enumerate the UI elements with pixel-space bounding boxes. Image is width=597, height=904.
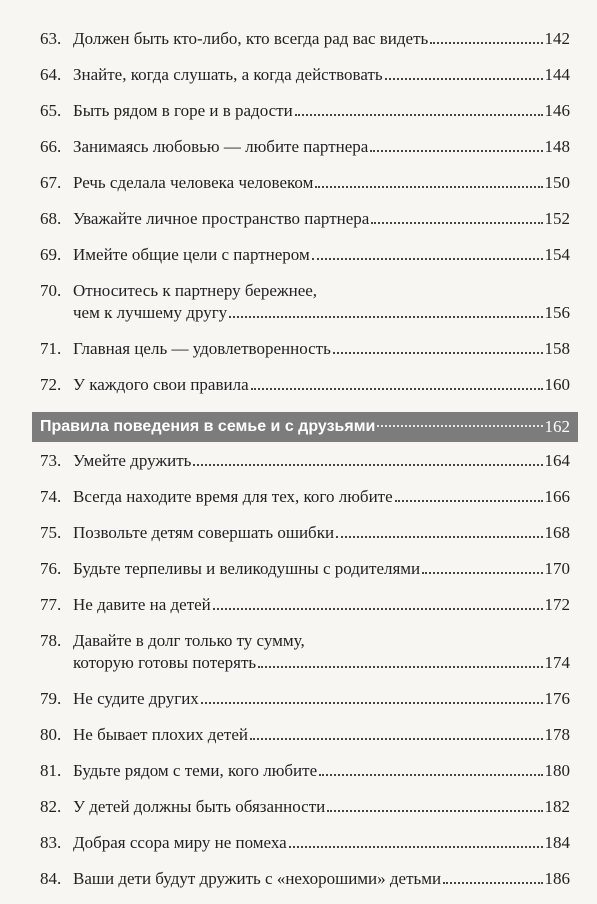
entry-number: 71. [40, 339, 62, 358]
entry-title: Не давите на детей [73, 595, 211, 614]
toc-entry [40, 868, 570, 904]
entry-title-block [73, 64, 570, 86]
entry-title-line [73, 64, 570, 86]
entry-page-number: 152 [544, 209, 570, 228]
toc-entry [40, 172, 570, 208]
toc-entries-after [40, 450, 570, 904]
entry-title-block [73, 208, 570, 230]
entry-title-line [73, 688, 570, 710]
entry-title-line [73, 724, 570, 746]
entry-number: 66. [40, 137, 62, 156]
entry-title: Знайте, когда слушать, а когда действовать [73, 65, 383, 84]
toc-entry [40, 136, 570, 172]
dot-leader [251, 387, 543, 390]
dot-leader [258, 665, 542, 668]
toc-section-heading [32, 412, 578, 442]
entry-title-block [73, 868, 570, 890]
toc-entry [40, 724, 570, 760]
entry-number: 70. [40, 281, 62, 300]
entry-page-number: 142 [544, 29, 570, 48]
entry-title-line [73, 244, 570, 266]
toc-entry [40, 28, 570, 64]
section-title: Правила поведения в семье и с друзьями [40, 418, 376, 435]
entry-page-number: 170 [544, 559, 570, 578]
entry-title: Всегда находите время для тех, кого любите [73, 487, 393, 506]
entry-title: Ваши дети будут дружить с «нехорошими» детьми [73, 869, 442, 888]
entry-title-line [73, 630, 570, 652]
entry-title: Уважайте личное пространство партнера [73, 209, 370, 228]
toc-entry [40, 338, 570, 374]
entry-title-line [73, 302, 570, 324]
entry-title-block [73, 558, 570, 580]
entry-title-block [73, 796, 570, 818]
entry-number: 77. [40, 595, 62, 614]
entry-title-line [73, 100, 570, 122]
entry-title: Давайте в долг только ту сумму, [73, 631, 305, 650]
entry-number: 83. [40, 833, 62, 852]
entry-title-block [73, 244, 570, 266]
entry-page-number: 186 [544, 869, 570, 888]
toc-entry [40, 558, 570, 594]
entry-title-line [73, 28, 570, 50]
entry-number: 69. [40, 245, 62, 264]
entry-title: Имейте общие цели с партнером [73, 245, 310, 264]
entry-title-block [73, 760, 570, 782]
entry-title: Главная цель — удовлетворенность [73, 339, 331, 358]
toc-entry [40, 594, 570, 630]
dot-leader [385, 77, 543, 80]
entry-title: Занимаясь любовью — любите партнера [73, 137, 369, 156]
entry-page-number: 174 [544, 653, 570, 672]
dot-leader [395, 499, 543, 502]
entry-title-block [73, 374, 570, 396]
entry-number: 79. [40, 689, 62, 708]
entry-page-number: 184 [544, 833, 570, 852]
entry-number: 65. [40, 101, 62, 120]
entry-title-line [73, 450, 570, 472]
entry-title-line [73, 208, 570, 230]
entry-title-block [73, 594, 570, 616]
entry-page-number: 144 [544, 65, 570, 84]
entry-title: чем к лучшему другу [73, 303, 228, 322]
toc-entry [40, 832, 570, 868]
dot-leader [289, 845, 543, 848]
entry-title-block [73, 832, 570, 854]
entry-title-line [73, 486, 570, 508]
entry-title-line [73, 652, 570, 674]
entry-page-number: 148 [544, 137, 570, 156]
entry-page-number: 180 [544, 761, 570, 780]
entry-title: Относитесь к партнеру бережнее, [73, 281, 318, 300]
entry-page-number: 182 [544, 797, 570, 816]
entry-title: Будьте рядом с теми, кого любите [73, 761, 318, 780]
entry-title: которую готовы потерять [73, 653, 257, 672]
entry-title-block [73, 136, 570, 158]
entry-title-block [73, 280, 570, 324]
entry-title-line [73, 172, 570, 194]
entry-title-block [73, 724, 570, 746]
entry-title-block [73, 172, 570, 194]
dot-leader [443, 881, 542, 884]
entry-number: 78. [40, 631, 62, 650]
entry-title-block [73, 486, 570, 508]
entry-title: Должен быть кто-либо, кто всегда рад вас видеть [73, 29, 429, 48]
entry-title-line [73, 558, 570, 580]
entry-title: Умейте дружить [73, 451, 192, 470]
toc-entry [40, 100, 570, 136]
entry-title: У каждого свои правила [73, 375, 249, 394]
dot-leader [370, 149, 542, 152]
entry-number: 63. [40, 29, 62, 48]
dot-leader [213, 607, 543, 610]
entry-number: 75. [40, 523, 62, 542]
section-page-number: 162 [544, 417, 570, 436]
dot-leader [201, 701, 543, 704]
entry-title: Речь сделала человека человеком [73, 173, 314, 192]
entry-title: Быть рядом в горе и в радости [73, 101, 293, 120]
entry-page-number: 168 [544, 523, 570, 542]
entry-page-number: 146 [544, 101, 570, 120]
toc-entry [40, 688, 570, 724]
toc-entry [40, 208, 570, 244]
entry-title-line [73, 522, 570, 544]
dot-leader [312, 257, 543, 260]
entry-number: 64. [40, 65, 62, 84]
dot-leader [295, 113, 543, 116]
dot-leader [333, 351, 543, 354]
toc-entry [40, 280, 570, 338]
entry-title-block [73, 100, 570, 122]
entry-title-block [73, 630, 570, 674]
dot-leader [377, 424, 542, 427]
dot-leader [422, 571, 542, 574]
dot-leader [315, 185, 542, 188]
entry-title-line [73, 832, 570, 854]
entry-title-block [73, 338, 570, 360]
entry-title: Не бывает плохих детей [73, 725, 248, 744]
entry-number: 73. [40, 451, 62, 470]
entry-title-line [73, 760, 570, 782]
entry-title-line [73, 868, 570, 890]
dot-leader [430, 41, 542, 44]
entry-title-line [73, 136, 570, 158]
entry-page-number: 178 [544, 725, 570, 744]
table-of-contents [40, 28, 570, 904]
entry-title-line [73, 280, 570, 302]
entry-number: 67. [40, 173, 62, 192]
entry-number: 74. [40, 487, 62, 506]
entry-page-number: 164 [544, 451, 570, 470]
entry-number: 82. [40, 797, 62, 816]
entry-number: 68. [40, 209, 62, 228]
dot-leader [371, 221, 542, 224]
entry-number: 81. [40, 761, 62, 780]
entry-number: 80. [40, 725, 62, 744]
entry-title-line [73, 374, 570, 396]
dot-leader [319, 773, 542, 776]
toc-entry [40, 374, 570, 410]
entry-title-block [73, 522, 570, 544]
toc-entry [40, 522, 570, 558]
dot-leader [336, 535, 542, 538]
entry-page-number: 176 [544, 689, 570, 708]
entry-title: У детей должны быть обязанности [73, 797, 326, 816]
toc-entries-before [40, 28, 570, 410]
toc-entry [40, 450, 570, 486]
entry-number: 72. [40, 375, 62, 394]
toc-entry [40, 630, 570, 688]
toc-entry [40, 486, 570, 522]
entry-page-number: 156 [544, 303, 570, 322]
entry-title-block [73, 28, 570, 50]
entry-page-number: 154 [544, 245, 570, 264]
entry-title: Будьте терпеливы и великодушны с родителями [73, 559, 421, 578]
entry-page-number: 160 [544, 375, 570, 394]
entry-title: Позвольте детям совершать ошибки [73, 523, 335, 542]
entry-title: Добрая ссора миру не помеха [73, 833, 287, 852]
entry-title-line [73, 796, 570, 818]
toc-entry [40, 64, 570, 100]
entry-title: Не судите других [73, 689, 199, 708]
entry-page-number: 166 [544, 487, 570, 506]
dot-leader [250, 737, 543, 740]
entry-title-line [73, 338, 570, 360]
entry-title-line [73, 594, 570, 616]
dot-leader [229, 315, 542, 318]
entry-page-number: 172 [544, 595, 570, 614]
entry-number: 76. [40, 559, 62, 578]
toc-entry [40, 760, 570, 796]
entry-page-number: 158 [544, 339, 570, 358]
toc-entry [40, 796, 570, 832]
toc-entry [40, 244, 570, 280]
dot-leader [327, 809, 542, 812]
entry-page-number: 150 [544, 173, 570, 192]
dot-leader [193, 463, 542, 466]
entry-number: 84. [40, 869, 62, 888]
entry-title-block [73, 688, 570, 710]
entry-title-block [73, 450, 570, 472]
